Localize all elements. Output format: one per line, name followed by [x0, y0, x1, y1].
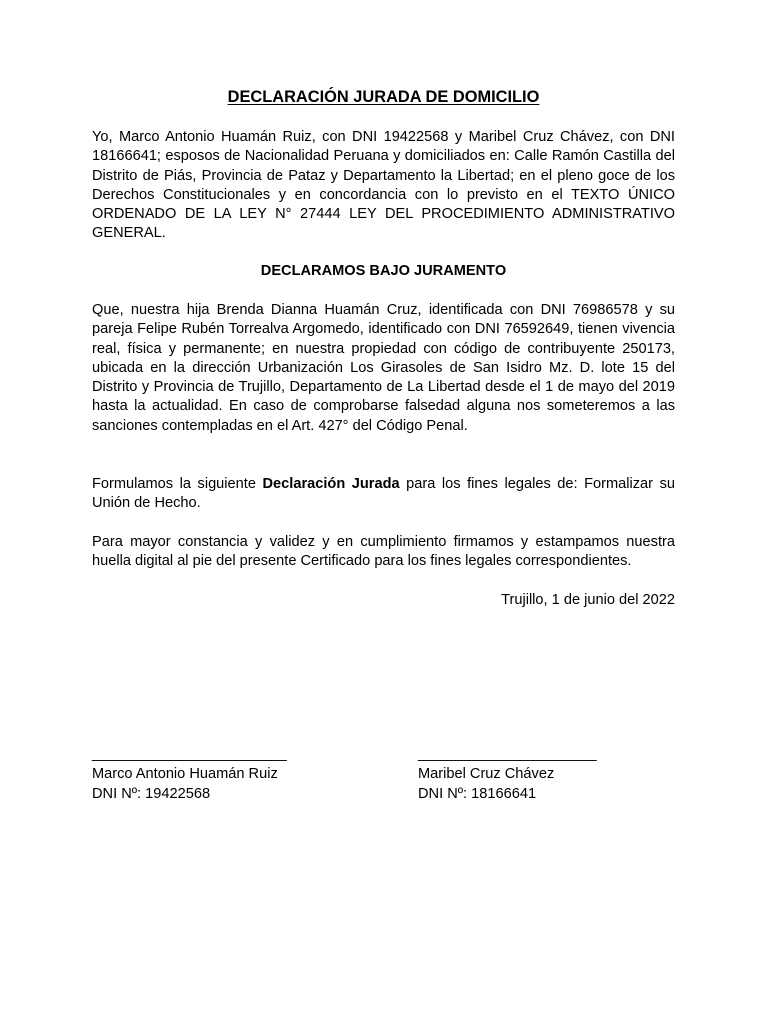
statement-paragraph: Que, nuestra hija Brenda Dianna Huamán Cruz, identificada con DNI 76986578 y su pareja Felipe Rubén Torrealva Argomedo, identificado con DNI 76592649, tienen vivencia real, física y permanente; en nuestra propiedad con código de contribuyente 250173, ubicada en la dirección Urbanización Los Girasoles de San Isidro Mz. D. lote 15 del Distrito y Provincia de Trujillo, Departamento de La Libertad desde el 1 de mayo del 2019 hasta la actualidad. En caso de comprobarse falsedad alguna nos someteremos a las sanciones contempladas en el Art. 427° del Código Penal.: [92, 302, 675, 434]
purpose-text-before: Formulamos la siguiente: [92, 476, 263, 492]
signer-name: Marco Antonio Huamán Ruiz: [92, 766, 278, 782]
intro-paragraph: Yo, Marco Antonio Huamán Ruiz, con DNI 19422568 y Maribel Cruz Chávez, con DNI 18166641; esposos de Nacionalidad Peruana y domiciliados en: Calle Ramón Castilla del Distrito de Piás, Provincia de Pataz y Departamento la Libertad; en el pleno goce de los Derechos Constitucionales y en concordancia con lo previsto en el TEXTO ÚNICO ORDENADO DE LA LEY N° 27444 LEY DEL PROCEDIMIENTO ADMINISTRATIVO GENERAL.: [92, 129, 675, 242]
document-date: Trujillo, 1 de junio del 2022: [501, 592, 675, 608]
closing-paragraph: Para mayor constancia y validez y en cumplimiento firmamos y estampamos nuestra huella digital al pie del presente Certificado para los fines legales correspondientes.: [92, 534, 675, 570]
signature-block-right: [418, 744, 597, 804]
signer-name: Maribel Cruz Chávez: [418, 766, 555, 782]
signer-dni: DNI Nº: 18166641: [418, 786, 537, 802]
purpose-text-after: para los fines legales de: Formalizar su Unión de Hecho.: [92, 476, 675, 512]
purpose-text-bold: Declaración Jurada: [262, 476, 400, 492]
signature-line: ________________________: [92, 746, 287, 762]
signature-block-left: [92, 744, 287, 804]
declaration-heading: DECLARAMOS BAJO JURAMENTO: [260, 263, 507, 279]
document-title: DECLARACIÓN JURADA DE DOMICILIO: [227, 88, 540, 106]
signer-dni: DNI Nº: 19422568: [92, 786, 211, 802]
signature-line: ______________________: [418, 746, 597, 762]
purpose-paragraph: [92, 475, 675, 514]
